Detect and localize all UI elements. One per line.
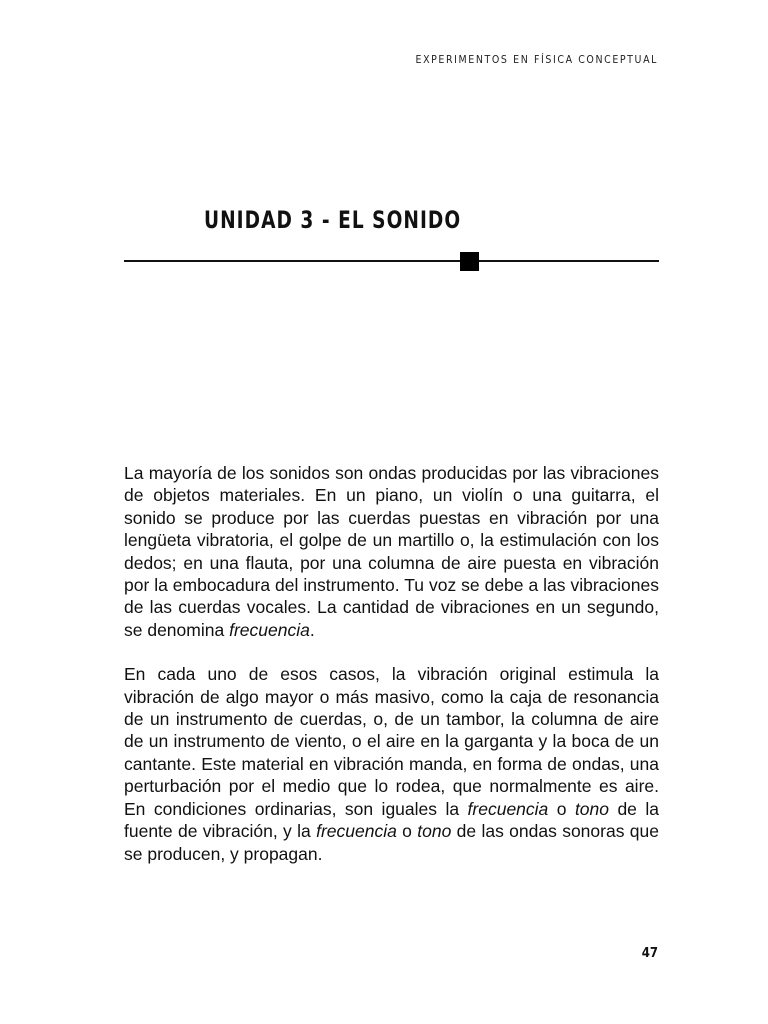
text-segment: La mayoría de los sonidos son ondas producidas por las vibraciones de objetos materiales. En un piano, un violín o una guitarra, el sonido se produce por las cuerdas puestas en vibración por una lengüeta vibratoria, el golpe de un martillo o, la estimulación con los dedos; en una flauta, por una columna de aire puesta en vibración por la embocadura del instrumento. Tu voz se debe a las vibraciones de las cuerdas vocales. La cantidad de vibraciones en un segundo, se denomina	[124, 463, 659, 640]
text-segment: de la fuente de vibración, y la	[124, 798, 659, 842]
paragraph	[124, 462, 659, 641]
page-number: 47	[641, 946, 658, 961]
divider-square-ornament	[460, 252, 479, 271]
running-header: EXPERIMENTOS EN FÍSICA CONCEPTUAL	[415, 54, 658, 66]
emphasized-term: frecuencia	[316, 821, 397, 842]
emphasized-term: frecuencia	[467, 798, 549, 819]
unit-title: UNIDAD 3 - EL SONIDO	[204, 206, 462, 234]
text-segment: o	[396, 821, 418, 842]
text-segment: En cada uno de esos casos, la vibración original estimula la vibración de algo mayor o más masivo, como la caja de resonancia de un instrumento de cuerdas, o, de un tambor, la columna de aire de un instrumento de viento, o el aire en la garganta y la boca de un cantante. Este material en vibración manda, en forma de ondas, una perturbación por el medio que lo rodea, que normalmente es aire. En condiciones ordinarias, son iguales la	[124, 664, 659, 819]
title-divider	[124, 260, 659, 262]
text-segment: .	[309, 619, 315, 640]
text-segment: o	[548, 798, 575, 819]
text-segment: de las ondas sonoras que se producen, y propagan.	[124, 821, 659, 864]
emphasized-term: tono	[417, 821, 452, 842]
body-text	[124, 462, 659, 887]
emphasized-term: tono	[574, 798, 609, 819]
emphasized-term: frecuencia	[229, 619, 310, 640]
paragraph	[124, 663, 659, 865]
